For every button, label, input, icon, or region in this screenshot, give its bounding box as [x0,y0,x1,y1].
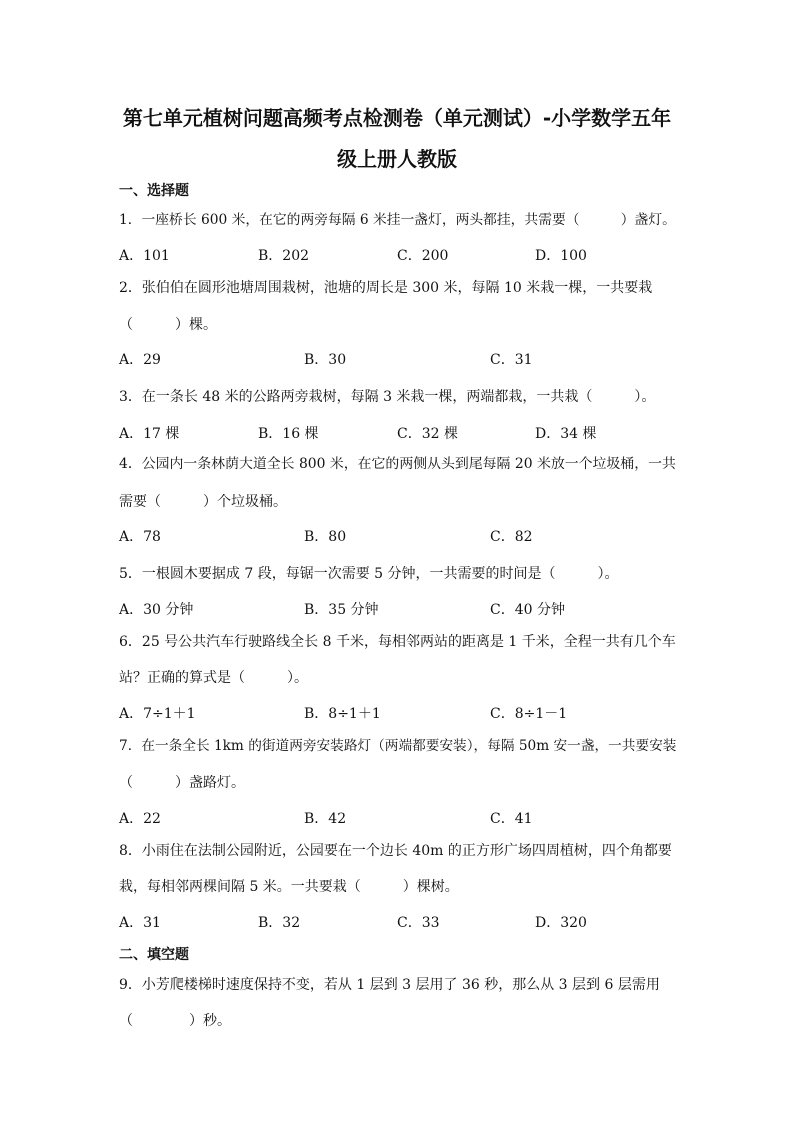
question-8-line-1: 8．小雨住在法制公园附近，公园要在一个边长 40m 的正方形广场四周植树，四个角都要 [119,843,672,859]
question-3-option-c[interactable]: C．32 棵 [397,426,458,442]
question-4-line-1: 4．公园内一条林荫大道全长 800 米，在它的两侧从头到尾每隔 20 米放一个垃圾桶，一共 [119,456,676,472]
question-1-option-a[interactable]: A．101 [119,248,170,264]
question-8-option-b[interactable]: B．32 [258,915,301,931]
question-8-option-d[interactable]: D．320 [535,915,587,931]
question-6-line-2: 站？正确的算式是（ ）。 [119,670,308,686]
question-2-option-b[interactable]: B．30 [304,352,347,368]
question-3-option-d[interactable]: D．34 棵 [535,426,597,442]
question-8-line-2: 栽，每相邻两棵间隔 5 米。一共要栽（ ）棵树。 [119,879,459,895]
question-7-option-c[interactable]: C．41 [490,811,533,827]
question-6-option-a[interactable]: A．7÷1＋1 [119,706,196,722]
question-2-line-2: （ ）棵。 [119,317,217,333]
page-title-line-1: 第七单元植树问题高频考点检测卷（单元测试）-小学数学五年 [122,106,672,130]
question-7-option-a[interactable]: A．22 [119,811,161,827]
question-8-option-a[interactable]: A．31 [119,915,161,931]
question-7-option-b[interactable]: B．42 [304,811,347,827]
question-5-option-b[interactable]: B．35 分钟 [304,602,379,618]
question-9-line-2[interactable]: （ ）秒。 [119,1013,231,1029]
question-6-option-b[interactable]: B．8÷1＋1 [304,706,381,722]
section-heading-choice: 一、选择题 [119,183,189,199]
question-5-option-a[interactable]: A．30 分钟 [119,602,194,618]
question-5-line-1: 5．一根圆木要据成 7 段，每锯一次需要 5 分钟，一共需要的时间是（ ）。 [119,566,619,582]
question-8-option-c[interactable]: C．33 [397,915,440,931]
question-1-option-d[interactable]: D．100 [535,248,587,264]
question-3-line-1: 3．在一条长 48 米的公路两旁栽树，每隔 3 米栽一棵，两端都栽，一共栽（ ）。 [119,389,656,405]
question-4-option-b[interactable]: B．80 [304,529,347,545]
section-heading-fill-in: 二、填空题 [119,947,189,963]
question-4-line-2: 需要（ ）个垃圾桶。 [119,494,287,510]
question-2-option-a[interactable]: A．29 [119,352,161,368]
question-6-option-c[interactable]: C．8÷1－1 [490,706,568,722]
question-1-option-b[interactable]: B．202 [258,248,310,264]
question-2-option-c[interactable]: C．31 [490,352,533,368]
question-4-option-c[interactable]: C．82 [490,529,533,545]
question-4-option-a[interactable]: A．78 [119,529,161,545]
question-7-line-2: （ ）盏路灯。 [119,775,245,791]
question-6-line-1: 6．25 号公共汽车行驶路线全长 8 千米，每相邻两站的距离是 1 千米，全程一共有几个车 [119,634,676,650]
page-title-line-2: 级上册人教版 [337,147,457,171]
question-3-option-b[interactable]: B．16 棵 [258,426,319,442]
question-7-line-1: 7．在一条全长 1km 的街道两旁安装路灯（两端都要安装），每隔 50m 安一盏，一共要安装 [119,738,677,754]
question-9-line-1: 9．小芳爬楼梯时速度保持不变，若从 1 层到 3 层用了 36 秒，那么从 3 层到 6 层需用 [119,977,660,993]
question-2-line-1: 2．张伯伯在圆形池塘周围栽树，池塘的周长是 300 米，每隔 10 米栽一棵，一共要栽 [119,280,653,296]
question-1-line-1: 1．一座桥长 600 米，在它的两旁每隔 6 米挂一盏灯，两头都挂，共需要（ ）盏灯。 [119,212,676,228]
question-3-option-a[interactable]: A．17 棵 [119,426,180,442]
question-1-option-c[interactable]: C．200 [397,248,449,264]
question-5-option-c[interactable]: C．40 分钟 [490,602,565,618]
